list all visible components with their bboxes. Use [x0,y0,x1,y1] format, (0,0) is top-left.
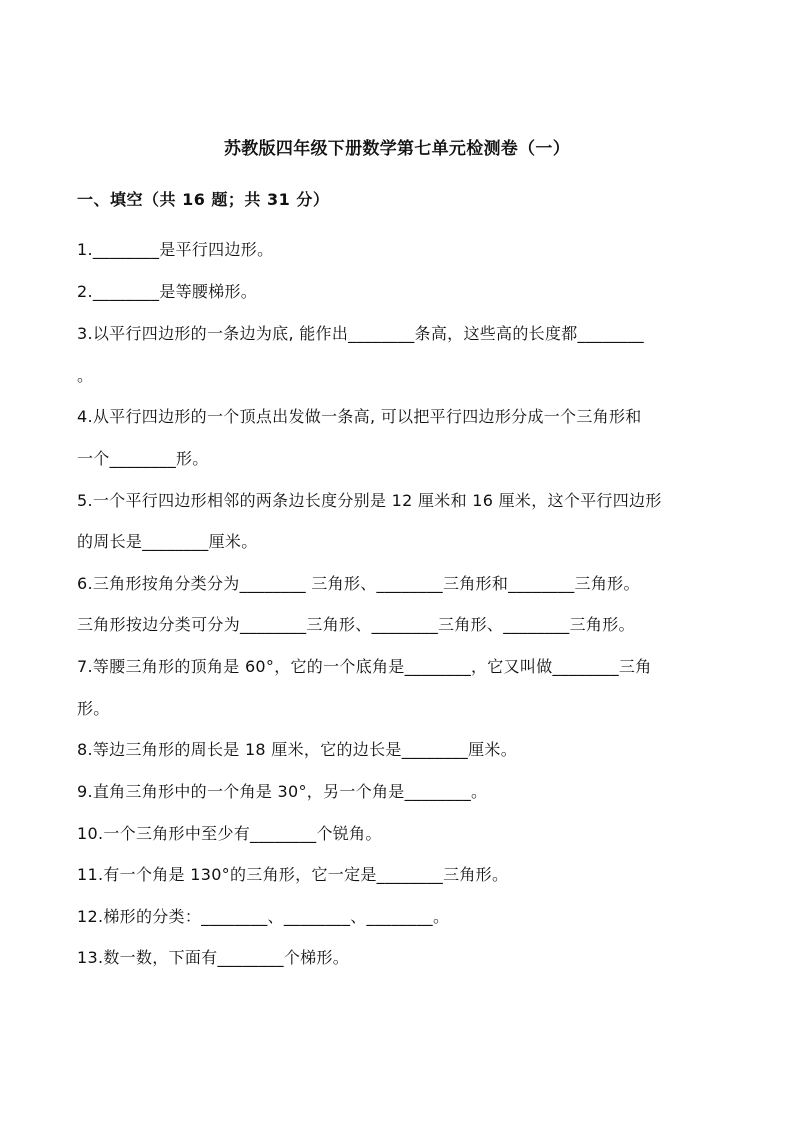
question-line: 一个________形。 [77,449,209,468]
question-line: 10.一个三角形中至少有________个锐角。 [77,824,382,843]
question-line: 5.一个平行四边形相邻的两条边长度分别是 12 厘米和 16 厘米，这个平行四边形 [77,491,662,510]
question-line: 11.有一个角是 130°的三角形，它一定是________三角形。 [77,865,509,884]
question-line: 4.从平行四边形的一个顶点出发做一条高, 可以把平行四边形分成一个三角形和 [77,407,642,426]
question-line: 3.以平行四边形的一条边为底, 能作出________条高，这些高的长度都________ [77,324,644,343]
question-line: 6.三角形按角分类分为________ 三角形、________三角形和________三角形。 [77,574,640,593]
question-line: 1.________是平行四边形。 [77,240,274,259]
section-heading-fill-in: 一、填空（共 16 题；共 31 分） [77,190,330,209]
worksheet-title: 苏教版四年级下册数学第七单元检测卷（一） [224,139,570,159]
question-line: 13.数一数，下面有________个梯形。 [77,948,350,967]
question-line: 三角形按边分类可分为________三角形、________三角形、________三角形。 [77,615,635,634]
question-line: 12.梯形的分类：________、________、________。 [77,907,450,926]
question-line: 9.直角三角形中的一个角是 30°，另一个角是________。 [77,782,488,801]
question-line: 。 [77,366,94,385]
question-line: 7.等腰三角形的顶角是 60°，它的一个底角是________，它又叫做________三角 [77,657,652,676]
question-line: 形。 [77,699,110,718]
question-line: 的周长是________厘米。 [77,532,258,551]
question-line: 2.________是等腰梯形。 [77,282,258,301]
question-line: 8.等边三角形的周长是 18 厘米，它的边长是________厘米。 [77,740,517,759]
